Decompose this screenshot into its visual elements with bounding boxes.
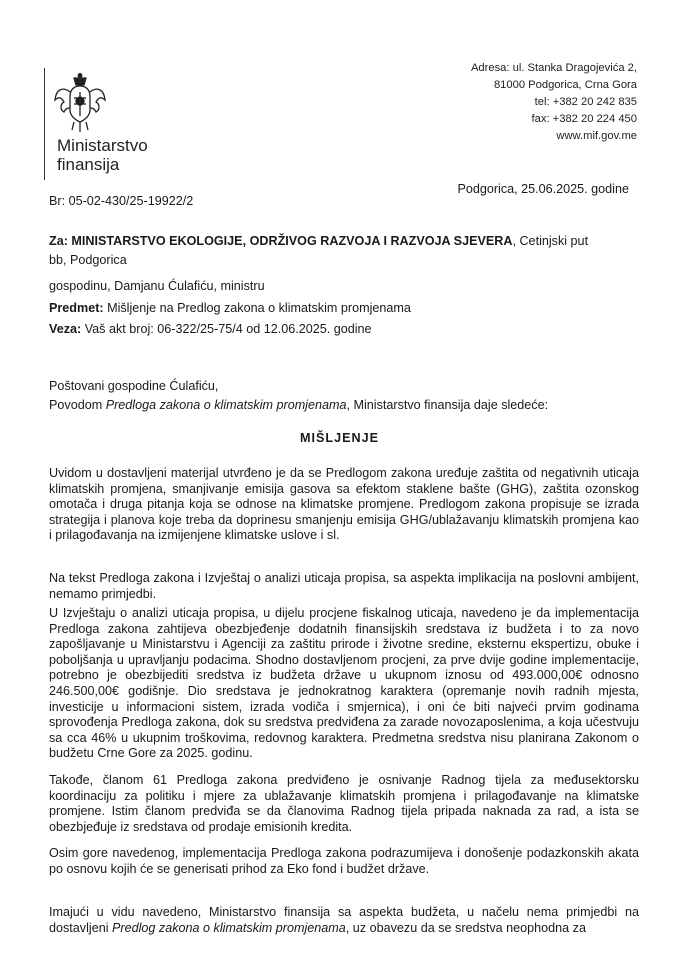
- paragraph-6-text: [49, 905, 639, 936]
- recipient-line: [49, 233, 588, 249]
- paragraph-3: [49, 606, 639, 762]
- subject-line: [49, 300, 411, 316]
- paragraph-4: [49, 773, 639, 835]
- ministry-name: [57, 136, 148, 174]
- paragraph-2: [49, 571, 639, 602]
- salutation: Poštovani gospodine Ćulafiću,: [49, 379, 219, 393]
- veza-label: Veza:: [49, 322, 82, 336]
- intro-line: [49, 397, 548, 413]
- paragraph-6-b: , uz obavezu da se sredstva neophodna za: [345, 920, 586, 935]
- paragraph-1-text: Uvidom u dostavljeni materijal utvrđeno je da se Predlogom zakona uređuje zaštita od negativnih uticaja klimatskih promjena, smanjivanje emisija gasova sa efektom staklene bašte (GHG), zaštita ozonskog omotača i druga pitanja koja se odnose na klimatske promjene. Predlogom zakona propisuje se izrada strategija i planova koje treba da doprinesu smanjenju emisija GHG/ublažavanju klimatskih promjena kao i prilagođavanja na izmijenjene klimatske uslove i sl.: [49, 466, 639, 543]
- za-label: Za:: [49, 234, 68, 248]
- ministry-name-line1: Ministarstvo: [57, 136, 148, 155]
- paragraph-4-text: Takođe, članom 61 Predloga zakona predviđeno je osnivanje Radnog tijela za međusektorsku koordinaciju za politiku i mjere za ublažavanje klimatskih promjena i prilagođavanje na klimatske promjene. Istim članom predviđa se da članovima Radnog tijela pripada naknada za rad, a ista se obezbjeđuje iz sredstava od prodaje emisionih kredita.: [49, 773, 639, 834]
- veza-text: Vaš akt broj: 06-322/25-75/4 od 12.06.2025. godine: [81, 322, 372, 336]
- intro-b: , Ministarstvo finansija daje sledeće:: [346, 398, 549, 412]
- address-line: Adresa: ul. Stanka Dragojevića 2,: [470, 62, 637, 74]
- addressee: gospodinu, Damjanu Ćulafiću, ministru: [49, 279, 265, 293]
- opinion-heading: MIŠLJENJE: [300, 431, 379, 445]
- subject-label: Predmet:: [49, 301, 104, 315]
- contact-block: [471, 60, 637, 145]
- paragraph-5: [49, 846, 639, 877]
- paragraph-6: [49, 905, 639, 936]
- fax-line: fax: +382 20 224 450: [531, 113, 637, 125]
- website-line: www.mif.gov.me: [556, 130, 637, 142]
- paragraph-6-law-title: Predlog zakona o klimatskim promjenama: [112, 920, 346, 935]
- city-line: 81000 Podgorica, Crna Gora: [493, 79, 637, 91]
- paragraph-2-text: Na tekst Predloga zakona i Izvještaj o analizi uticaja propisa, sa aspekta implikacija na poslovni ambijent, nemamo primjedbi.: [49, 571, 639, 601]
- coat-of-arms-icon: [52, 72, 108, 134]
- ministry-name-line2: finansija: [57, 155, 120, 174]
- recipient-address-b: bb, Podgorica: [49, 253, 127, 267]
- paragraph-6-a: Imajući u vidu navedeno, Ministarstvo finansija sa aspekta budžeta, u načelu nema primjedbi na dostavljeni: [49, 905, 639, 935]
- paragraph-3-text: U Izvještaju o analizi uticaja propisa, u dijelu procjene fiskalnog uticaja, navedeno je da implementacija Predloga zakona zahtijeva obezbjeđenje dodatnih finansijskih sredstava iz budžeta i to za novo zapošljavanje u Ministarstvu i Agenciji za zaštitu prirode i životne sredine, eksternu ekspertizu, obuke i poboljšanja u upravljanju podacima. Shodno dostavljenom procjeni, za prve dvije godine implementacije, potrebno je obezbijediti sredstva iz budžeta države u ukupnom iznosu od 493.000,00€ odnosno 246.500,00€ godišnje. Dio sredstava je jednokratnog karaktera (opremanje novih radnih mjesta, investicije u informacioni sistem, izrada vodiča i smjernica), i oni će biti najveći prvim godinama sprovođenja Predloga zakona, dok su sredstva predviđena za zarade novozaposlenima, a koja učestvuju sa cca 46% u ukupnim troškovima, redovnog karaktera. Predmetna sredstva nisu planirana Zakonom o budžetu Crne Gore za 2025. godinu.: [49, 606, 639, 761]
- letter-date: Podgorica, 25.06.2025. godine: [457, 182, 629, 196]
- phone-line: tel: +382 20 242 835: [534, 96, 637, 108]
- recipient-ministry: MINISTARSTVO EKOLOGIJE, ODRŽIVOG RAZVOJA I RAZVOJA SJEVERA: [71, 234, 513, 248]
- paragraph-1: [49, 466, 639, 544]
- reference-link-line: [49, 321, 372, 337]
- recipient-address-a: , Cetinjski put: [512, 234, 589, 248]
- subject-text: Mišljenje na Predlog zakona o klimatskim promjenama: [103, 301, 411, 315]
- reference-number: Br: 05-02-430/25-19922/2: [49, 194, 194, 208]
- intro-a: Povodom: [49, 398, 106, 412]
- intro-law-title: Predloga zakona o klimatskim promjenama: [105, 398, 347, 412]
- header-divider-line: [44, 68, 45, 180]
- paragraph-5-text: Osim gore navedenog, implementacija Predloga zakona podrazumijeva i donošenje podazkonskih akata po osnovu kojih će se generisati prihod za Eko fond i budžet države.: [49, 846, 639, 876]
